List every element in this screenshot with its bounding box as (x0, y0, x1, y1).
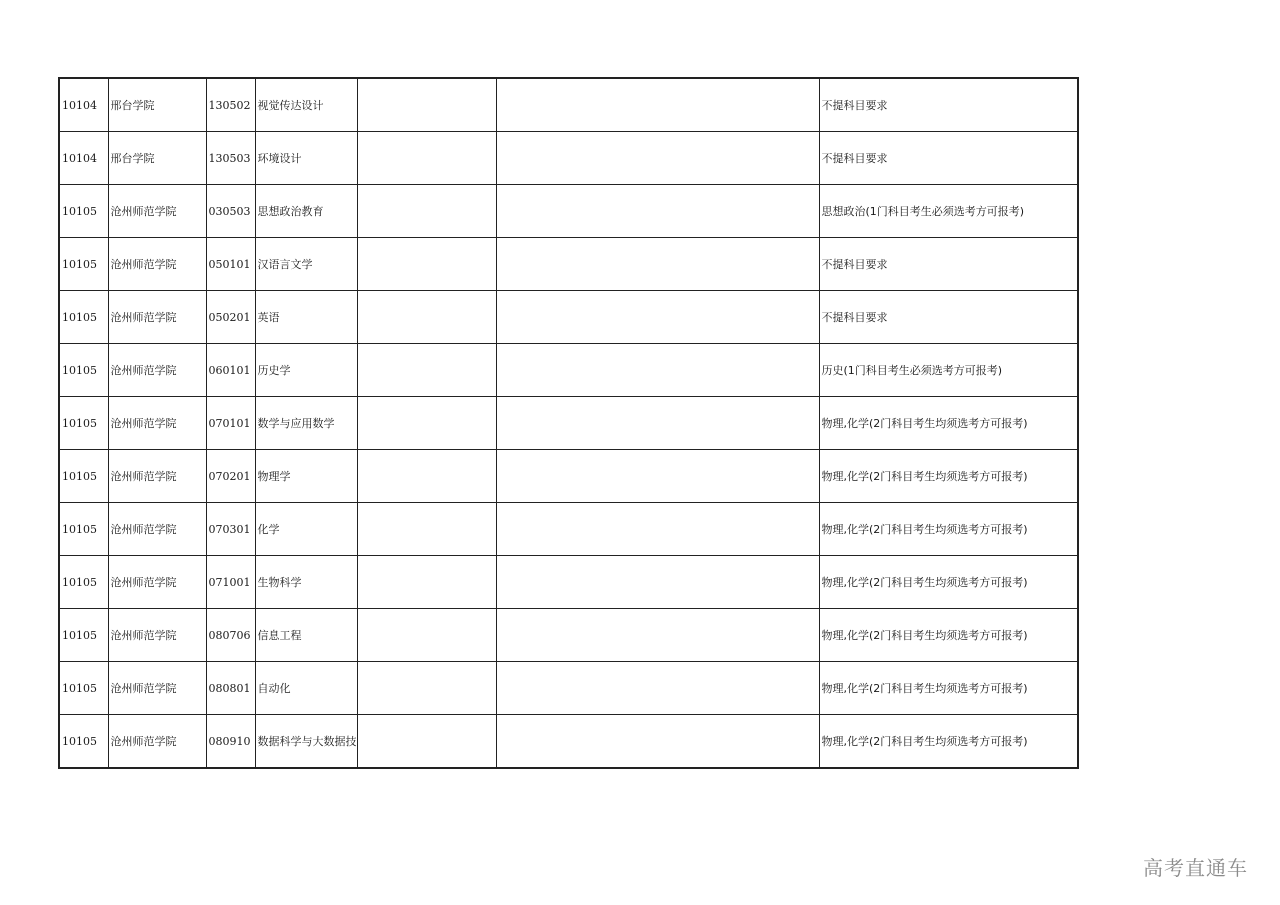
major-code-cell: 071001 (206, 556, 255, 609)
table-row (59, 715, 1078, 769)
school-name-cell: 邢台学院 (108, 78, 206, 132)
empty-cell (357, 450, 496, 503)
subject-requirement-cell: 不提科目要求 (819, 78, 1078, 132)
empty-cell (496, 662, 819, 715)
subject-requirement-cell: 物理,化学(2门科目考生均须选考方可报考) (819, 556, 1078, 609)
major-code-cell: 130503 (206, 132, 255, 185)
empty-cell (357, 662, 496, 715)
empty-cell (357, 715, 496, 769)
major-name-cell: 历史学 (255, 344, 357, 397)
empty-cell (357, 556, 496, 609)
subject-requirement-cell: 物理,化学(2门科目考生均须选考方可报考) (819, 715, 1078, 769)
school-name-cell: 沧州师范学院 (108, 450, 206, 503)
subject-requirement-cell: 物理,化学(2门科目考生均须选考方可报考) (819, 609, 1078, 662)
subject-requirement-cell: 不提科目要求 (819, 132, 1078, 185)
table-row (59, 397, 1078, 450)
major-name-cell: 数学与应用数学 (255, 397, 357, 450)
empty-cell (496, 556, 819, 609)
subject-requirement-cell: 物理,化学(2门科目考生均须选考方可报考) (819, 397, 1078, 450)
school-name-cell: 沧州师范学院 (108, 238, 206, 291)
empty-cell (496, 291, 819, 344)
empty-cell (357, 132, 496, 185)
empty-cell (496, 344, 819, 397)
school-code-cell: 10105 (59, 556, 108, 609)
major-code-cell: 060101 (206, 344, 255, 397)
school-code-cell: 10104 (59, 78, 108, 132)
empty-cell (496, 238, 819, 291)
table-row (59, 132, 1078, 185)
school-name-cell: 沧州师范学院 (108, 609, 206, 662)
major-name-cell: 物理学 (255, 450, 357, 503)
empty-cell (496, 185, 819, 238)
empty-cell (357, 344, 496, 397)
empty-cell (357, 397, 496, 450)
school-code-cell: 10105 (59, 291, 108, 344)
empty-cell (496, 78, 819, 132)
subject-requirements-table (58, 77, 1079, 769)
major-code-cell: 080801 (206, 662, 255, 715)
major-code-cell: 080910 (206, 715, 255, 769)
school-name-cell: 沧州师范学院 (108, 715, 206, 769)
major-code-cell: 070101 (206, 397, 255, 450)
subject-requirement-cell: 历史(1门科目考生必须选考方可报考) (819, 344, 1078, 397)
empty-cell (496, 503, 819, 556)
empty-cell (496, 132, 819, 185)
school-code-cell: 10105 (59, 503, 108, 556)
major-name-cell: 信息工程 (255, 609, 357, 662)
school-code-cell: 10105 (59, 609, 108, 662)
major-code-cell: 050101 (206, 238, 255, 291)
major-code-cell: 070301 (206, 503, 255, 556)
school-name-cell: 沧州师范学院 (108, 185, 206, 238)
empty-cell (496, 609, 819, 662)
major-name-cell: 自动化 (255, 662, 357, 715)
empty-cell (496, 450, 819, 503)
empty-cell (357, 238, 496, 291)
school-name-cell: 沧州师范学院 (108, 662, 206, 715)
table-row (59, 78, 1078, 132)
subject-requirement-cell: 物理,化学(2门科目考生均须选考方可报考) (819, 503, 1078, 556)
major-name-cell: 数据科学与大数据技 (255, 715, 357, 769)
school-code-cell: 10104 (59, 132, 108, 185)
school-name-cell: 沧州师范学院 (108, 344, 206, 397)
school-code-cell: 10105 (59, 715, 108, 769)
empty-cell (496, 715, 819, 769)
school-name-cell: 沧州师范学院 (108, 397, 206, 450)
school-code-cell: 10105 (59, 662, 108, 715)
major-name-cell: 思想政治教育 (255, 185, 357, 238)
subject-requirement-cell: 不提科目要求 (819, 291, 1078, 344)
school-name-cell: 沧州师范学院 (108, 503, 206, 556)
school-name-cell: 邢台学院 (108, 132, 206, 185)
school-code-cell: 10105 (59, 238, 108, 291)
empty-cell (496, 397, 819, 450)
empty-cell (357, 291, 496, 344)
empty-cell (357, 609, 496, 662)
table-row (59, 344, 1078, 397)
school-code-cell: 10105 (59, 450, 108, 503)
school-code-cell: 10105 (59, 397, 108, 450)
empty-cell (357, 503, 496, 556)
major-code-cell: 130502 (206, 78, 255, 132)
major-code-cell: 070201 (206, 450, 255, 503)
subject-requirement-cell: 思想政治(1门科目考生必须选考方可报考) (819, 185, 1078, 238)
major-name-cell: 英语 (255, 291, 357, 344)
table-row (59, 291, 1078, 344)
table-row (59, 609, 1078, 662)
table-row (59, 238, 1078, 291)
school-code-cell: 10105 (59, 344, 108, 397)
table-row (59, 185, 1078, 238)
table-body (59, 78, 1078, 768)
table-row (59, 450, 1078, 503)
empty-cell (357, 78, 496, 132)
table-row (59, 556, 1078, 609)
subject-requirement-cell: 物理,化学(2门科目考生均须选考方可报考) (819, 662, 1078, 715)
major-code-cell: 080706 (206, 609, 255, 662)
major-code-cell: 030503 (206, 185, 255, 238)
major-name-cell: 化学 (255, 503, 357, 556)
school-code-cell: 10105 (59, 185, 108, 238)
major-name-cell: 汉语言文学 (255, 238, 357, 291)
school-name-cell: 沧州师范学院 (108, 556, 206, 609)
table-row (59, 662, 1078, 715)
subject-requirement-cell: 物理,化学(2门科目考生均须选考方可报考) (819, 450, 1078, 503)
school-name-cell: 沧州师范学院 (108, 291, 206, 344)
table-row (59, 503, 1078, 556)
major-code-cell: 050201 (206, 291, 255, 344)
major-name-cell: 生物科学 (255, 556, 357, 609)
empty-cell (357, 185, 496, 238)
watermark-text: 高考直通车 (1143, 856, 1248, 880)
major-name-cell: 视觉传达设计 (255, 78, 357, 132)
major-name-cell: 环境设计 (255, 132, 357, 185)
subject-requirement-cell: 不提科目要求 (819, 238, 1078, 291)
